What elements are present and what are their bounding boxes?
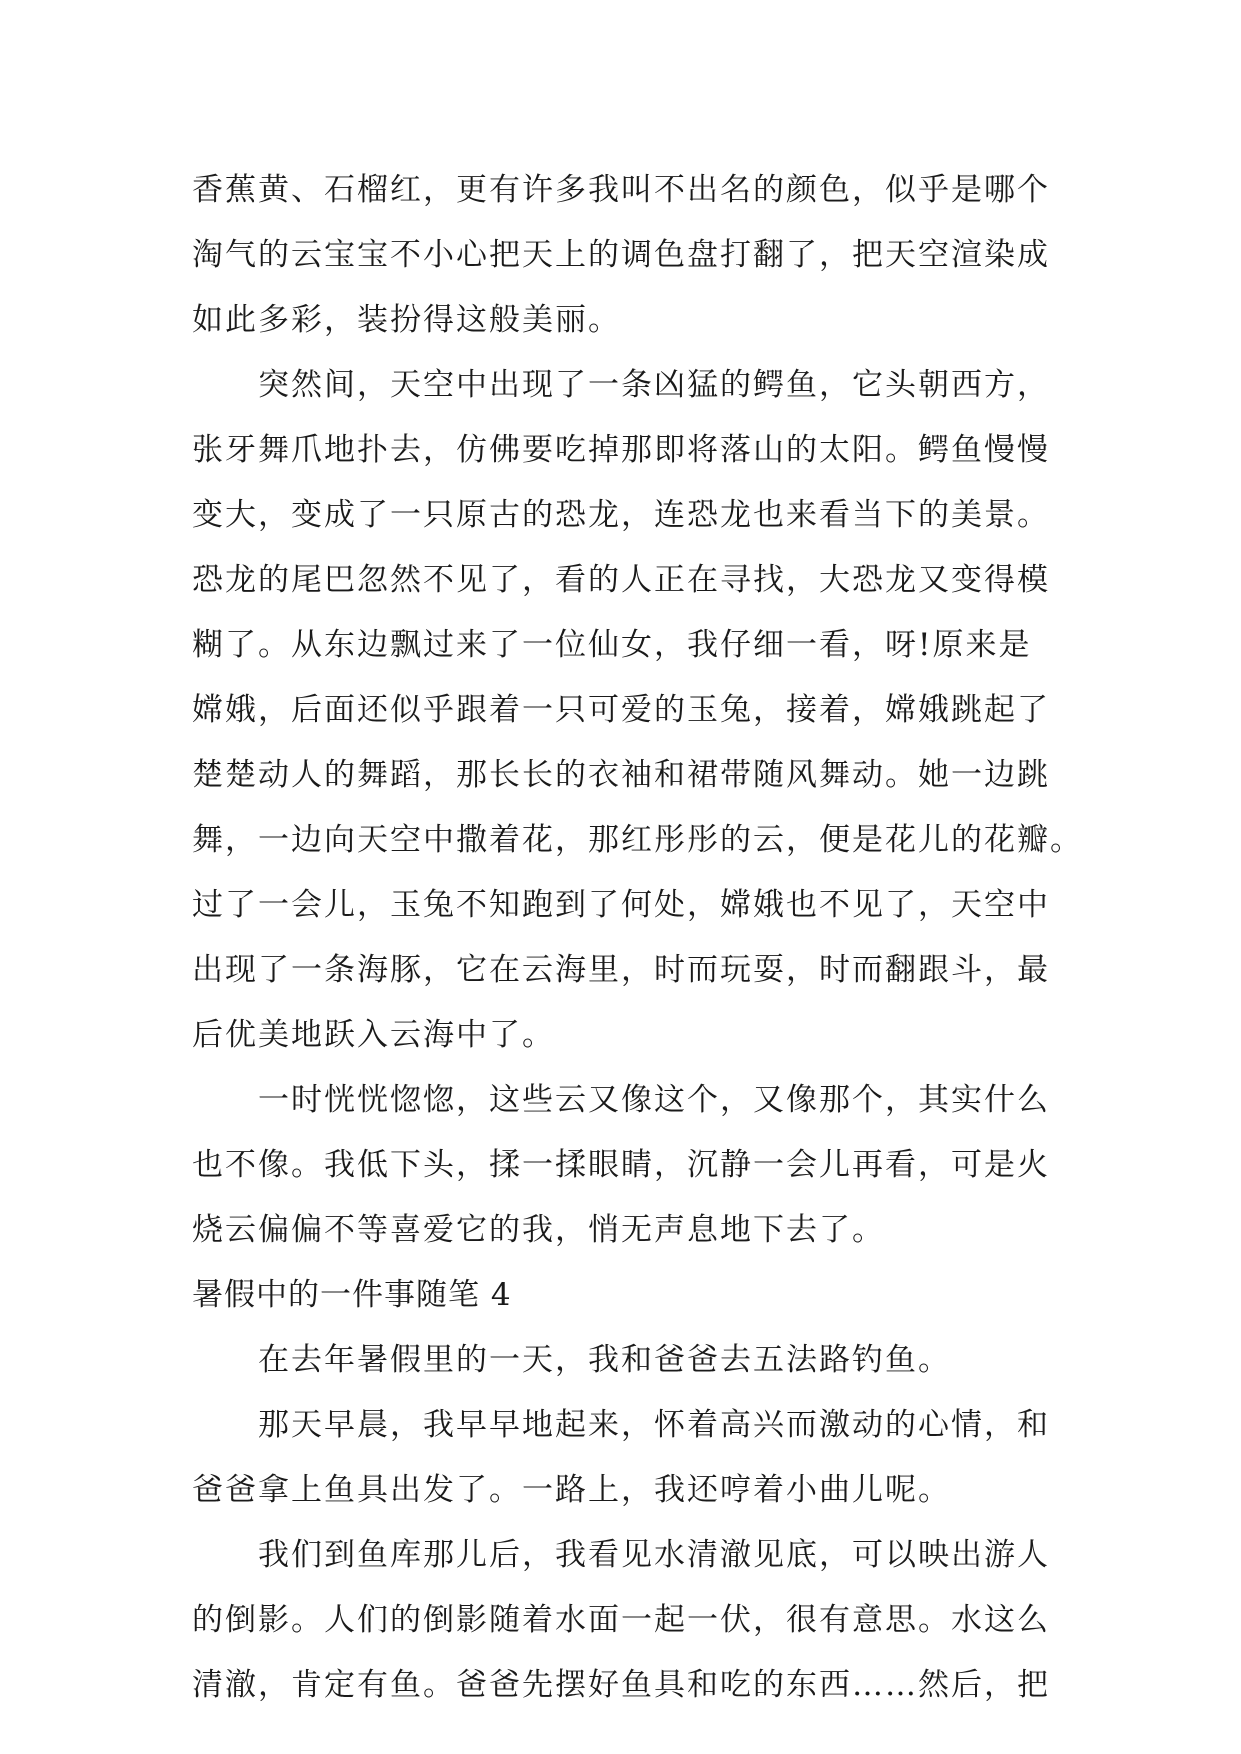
- section-heading: 暑假中的一件事随笔 4: [192, 1277, 512, 1313]
- paragraph-line: 恐龙的尾巴忽然不见了，看的人正在寻找，大恐龙又变得模: [192, 562, 1050, 598]
- paragraph-line: 过了一会儿，玉兔不知跑到了何处，嫦娥也不见了，天空中: [192, 887, 1050, 923]
- paragraph-line: 张牙舞爪地扑去，仿佛要吃掉那即将落山的太阳。鳄鱼慢慢: [192, 432, 1050, 468]
- paragraph-line: 烧云偏偏不等喜爱它的我，悄无声息地下去了。: [192, 1212, 885, 1248]
- paragraph-line: 突然间，天空中出现了一条凶猛的鳄鱼，它头朝西方，: [258, 367, 1050, 403]
- paragraph-line: 嫦娥，后面还似乎跟着一只可爱的玉兔，接着，嫦娥跳起了: [192, 692, 1050, 728]
- paragraph-line: 我们到鱼库那儿后，我看见水清澈见底，可以映出游人: [258, 1537, 1050, 1573]
- paragraph-line: 淘气的云宝宝不小心把天上的调色盘打翻了，把天空渲染成: [192, 237, 1050, 273]
- paragraph-line: 在去年暑假里的一天，我和爸爸去五法路钓鱼。: [258, 1342, 951, 1378]
- paragraph-line: 香蕉黄、石榴红，更有许多我叫不出名的颜色，似乎是哪个: [192, 172, 1050, 208]
- paragraph-line: 变大，变成了一只原古的恐龙，连恐龙也来看当下的美景。: [192, 497, 1050, 533]
- paragraph-line: 一时恍恍惚惚，这些云又像这个，又像那个，其实什么: [258, 1082, 1050, 1118]
- paragraph-line: 那天早晨，我早早地起来，怀着高兴而激动的心情，和: [258, 1407, 1050, 1443]
- paragraph-line: 糊了。从东边飘过来了一位仙女，我仔细一看，呀!原来是: [192, 627, 1032, 663]
- paragraph-line: 后优美地跃入云海中了。: [192, 1017, 555, 1053]
- paragraph-line: 爸爸拿上鱼具出发了。一路上，我还哼着小曲儿呢。: [192, 1472, 951, 1508]
- paragraph-line: 清澈，肯定有鱼。爸爸先摆好鱼具和吃的东西……然后，把: [192, 1667, 1050, 1703]
- paragraph-line: 楚楚动人的舞蹈，那长长的衣袖和裙带随风舞动。她一边跳: [192, 757, 1050, 793]
- paragraph-line: 出现了一条海豚，它在云海里，时而玩耍，时而翻跟斗，最: [192, 952, 1050, 988]
- essay-body: [192, 158, 1083, 1718]
- paragraph-line: 的倒影。人们的倒影随着水面一起一伏，很有意思。水这么: [192, 1602, 1050, 1638]
- paragraph-line: 如此多彩，装扮得这般美丽。: [192, 302, 621, 338]
- paragraph-line: 舞，一边向天空中撒着花，那红彤彤的云，便是花儿的花瓣。: [192, 822, 1083, 858]
- paragraph-line: 也不像。我低下头，揉一揉眼睛，沉静一会儿再看，可是火: [192, 1147, 1050, 1183]
